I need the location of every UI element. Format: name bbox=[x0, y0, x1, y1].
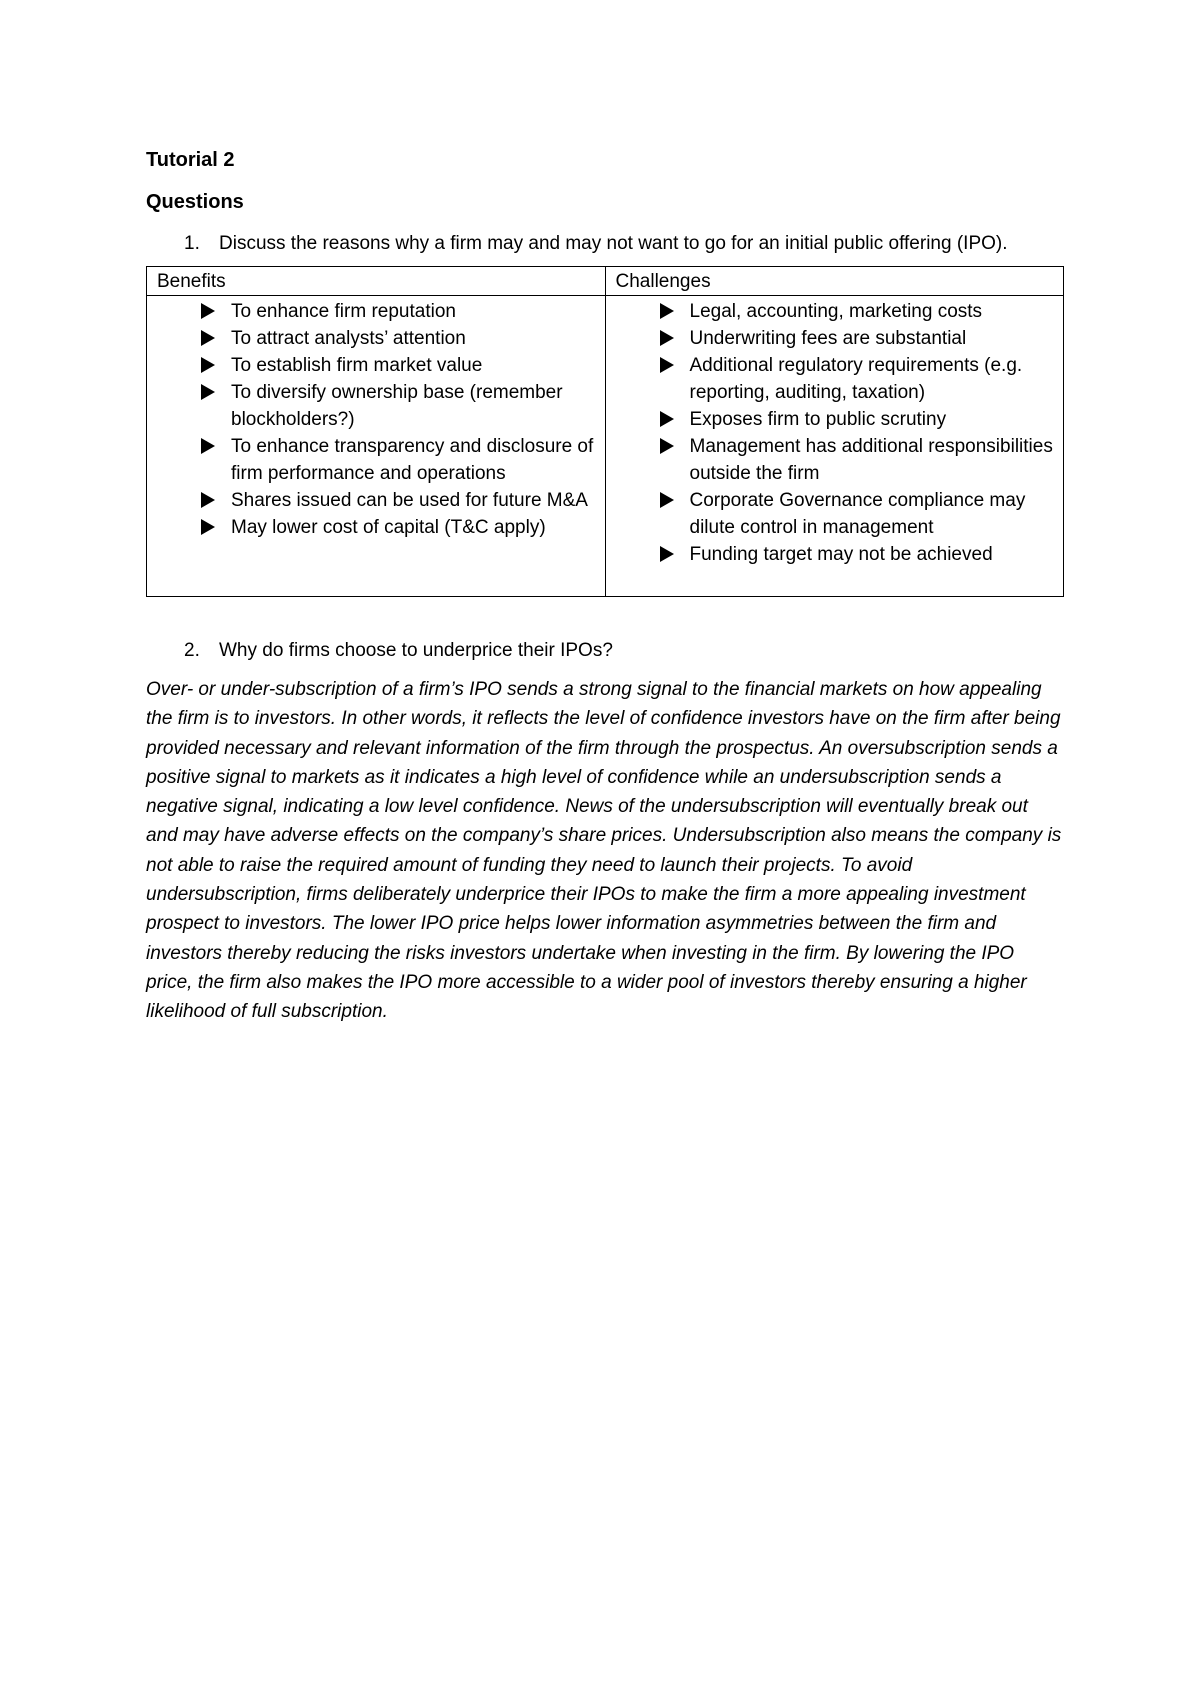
arrow-bullet-icon bbox=[660, 438, 674, 454]
benefit-text: May lower cost of capital (T&C apply) bbox=[231, 517, 546, 538]
arrow-bullet-icon bbox=[201, 330, 215, 346]
table-row bbox=[147, 296, 1064, 597]
arrow-bullet-icon bbox=[201, 357, 215, 373]
list-item bbox=[157, 352, 595, 379]
list-item bbox=[157, 325, 595, 352]
list-item bbox=[157, 514, 595, 541]
arrow-bullet-icon bbox=[201, 519, 215, 535]
list-item bbox=[616, 433, 1054, 487]
challenge-text: Underwriting fees are substantial bbox=[689, 328, 967, 349]
challenge-text: Additional regulatory requirements (e.g. reporting, auditing, taxation) bbox=[689, 355, 1023, 403]
arrow-bullet-icon bbox=[660, 546, 674, 562]
arrow-bullet-icon bbox=[201, 492, 215, 508]
challenges-cell bbox=[605, 296, 1064, 597]
challenge-text: Funding target may not be achieved bbox=[689, 544, 993, 565]
benefits-list bbox=[157, 298, 595, 541]
list-item bbox=[616, 298, 1054, 325]
question-2 bbox=[146, 637, 1064, 665]
arrow-bullet-icon bbox=[660, 330, 674, 346]
challenge-text: Management has additional responsibilities outside the firm bbox=[689, 436, 1053, 484]
challenges-list bbox=[616, 298, 1054, 568]
benefits-challenges-table bbox=[146, 266, 1064, 597]
challenge-text: Exposes firm to public scrutiny bbox=[689, 409, 947, 430]
section-heading: Questions bbox=[146, 191, 244, 213]
arrow-bullet-icon bbox=[660, 411, 674, 427]
document-title: Tutorial 2 bbox=[146, 149, 235, 171]
benefit-text: To enhance firm reputation bbox=[231, 301, 456, 322]
benefit-text: To diversify ownership base (remember blockholders?) bbox=[231, 382, 563, 430]
arrow-bullet-icon bbox=[660, 492, 674, 508]
arrow-bullet-icon bbox=[201, 384, 215, 400]
question-1 bbox=[146, 230, 1064, 258]
challenge-text: Legal, accounting, marketing costs bbox=[689, 301, 983, 322]
challenges-header: Challenges bbox=[605, 267, 1064, 296]
list-item bbox=[157, 433, 595, 487]
benefits-cell bbox=[147, 296, 606, 597]
arrow-bullet-icon bbox=[660, 303, 674, 319]
question-1-number: 1. bbox=[184, 233, 200, 254]
challenge-text: Corporate Governance compliance may dilute control in management bbox=[689, 490, 1026, 538]
benefit-text: To establish firm market value bbox=[231, 355, 483, 376]
question-2-number: 2. bbox=[184, 640, 200, 661]
benefit-text: To enhance transparency and disclosure of firm performance and operations bbox=[231, 436, 594, 484]
list-item bbox=[616, 487, 1054, 541]
document-page bbox=[146, 140, 1064, 1027]
list-item bbox=[157, 487, 595, 514]
arrow-bullet-icon bbox=[201, 438, 215, 454]
list-item bbox=[616, 352, 1054, 406]
list-item bbox=[616, 406, 1054, 433]
question-1-text: Discuss the reasons why a firm may and may not want to go for an initial public offering (IPO). bbox=[219, 233, 1008, 254]
list-item bbox=[157, 298, 595, 325]
table-header-row bbox=[147, 267, 1064, 296]
arrow-bullet-icon bbox=[660, 357, 674, 373]
list-item bbox=[616, 325, 1054, 352]
list-item bbox=[157, 379, 595, 433]
benefit-text: To attract analysts’ attention bbox=[231, 328, 466, 349]
question-2-answer: Over- or under-subscription of a firm’s IPO sends a strong signal to the financial markets on how appealing the firm is to investors. In other words, it reflects the level of confidence investors have on the firm after being provided necessary and relevant information of the firm through the prospectus. An oversubscription sends a positive signal to markets as it indicates a high level of confidence while an undersubscription sends a negative signal, indicating a low level confidence. News of the undersubscription will eventually break out and may have adverse effects on the company’s share prices. Undersubscription also means the company is not able to raise the required amount of funding they need to launch their projects. To avoid undersubscription, firms deliberately underprice their IPOs to make the firm a more appealing investment prospect to investors. The lower IPO price helps lower information asymmetries between the firm and investors thereby reducing the risks investors undertake when investing in the firm. By lowering the IPO price, the firm also makes the IPO more accessible to a wider pool of investors thereby ensuring a higher likelihood of full subscription. bbox=[146, 679, 1062, 1023]
benefit-text: Shares issued can be used for future M&A bbox=[231, 490, 588, 511]
question-2-text: Why do firms choose to underprice their IPOs? bbox=[219, 640, 613, 661]
benefits-header: Benefits bbox=[147, 267, 606, 296]
list-item bbox=[616, 541, 1054, 568]
arrow-bullet-icon bbox=[201, 303, 215, 319]
